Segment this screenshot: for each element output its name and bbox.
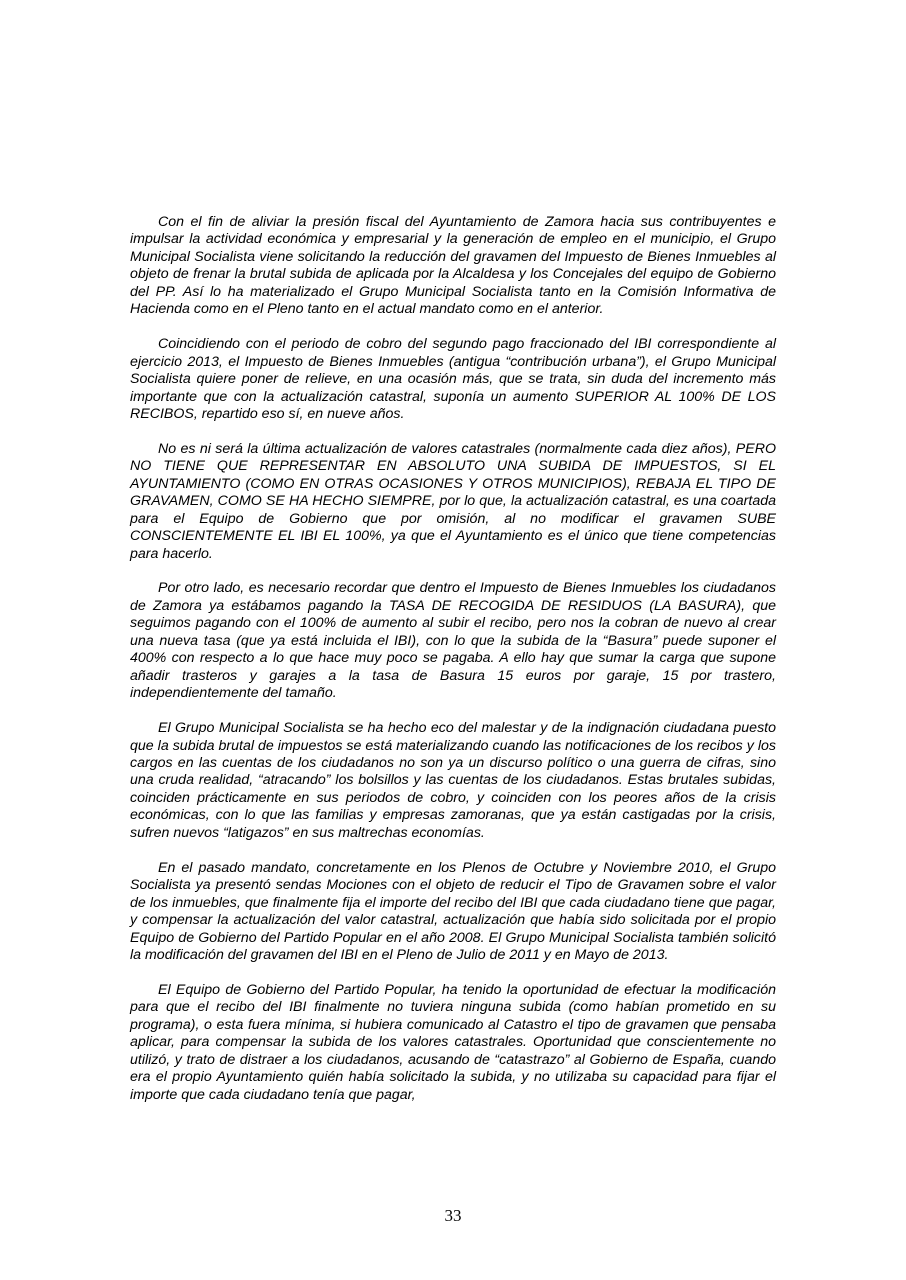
paragraph-2: Coincidiendo con el periodo de cobro del segundo pago fraccionado del IBI correspondiente al ejercicio 2013, el Impuesto de Bienes Inmuebles (antigua “contribución urbana”), el Grupo Municipal Socialista quiere poner de relieve, en una ocasión más, que se trata, sin duda del incremento más importante que con la actualización catastral, suponía un aumento SUPERIOR AL 100% DE LOS RECIBOS, repartido eso sí, en nueve años. — [130, 336, 776, 422]
paragraph-6: En el pasado mandato, concretamente en los Plenos de Octubre y Noviembre 2010, el Grupo Socialista ya presentó sendas Mociones con el objeto de reducir el Tipo de Gravamen sobre el valor de los inmuebles, que finalmente fija el importe del recibo del IBI que cada ciudadano tiene que pagar, y compensar la actualización del valor catastral, actualización que había sido solicitada por el propio Equipo de Gobierno del Partido Popular en el año 2008. El Grupo Municipal Socialista también solicitó la modificación del gravamen del IBI en el Pleno de Julio de 2011 y en Mayo de 2013. — [130, 859, 776, 963]
paragraph-5: El Grupo Municipal Socialista se ha hecho eco del malestar y de la indignación ciudadana puesto que la subida brutal de impuestos se está materializando cuando las notificaciones de los recibos y los cargos en las cuentas de los ciudadanos no son ya un discurso político o una guerra de cifras, sino una cruda realidad, “atracando” los bolsillos y las cuentas de los ciudadanos. Estas brutales subidas, coinciden prácticamente en sus periodos de cobro, y coinciden con los peores años de la crisis económicas, con lo que las familias y empresas zamoranas, que ya están castigadas por la crisis, sufren nuevos “latigazos” en sus maltrechas economías. — [130, 720, 776, 841]
body-text — [130, 214, 776, 1121]
paragraph-3: No es ni será la última actualización de valores catastrales (normalmente cada diez años), PERO NO TIENE QUE REPRESENTAR EN ABSOLUTO UNA SUBIDA DE IMPUESTOS, SI EL AYUNTAMIENTO (COMO EN OTRAS OCASIONES Y OTROS MUNICIPIOS), REBAJA EL TIPO DE GRAVAMEN, COMO SE HA HECHO SIEMPRE, por lo que, la actualización catastral, es una coartada para el Equipo de Gobierno que por omisión, al no modificar el gravamen SUBE CONSCIENTEMENTE EL IBI EL 100%, ya que el Ayuntamiento es el único que tiene competencias para hacerlo. — [130, 440, 776, 562]
paragraph-1: Con el fin de aliviar la presión fiscal del Ayuntamiento de Zamora hacia sus contribuyentes e impulsar la actividad económica y empresarial y la generación de empleo en el municipio, el Grupo Municipal Socialista viene solicitando la reducción del gravamen del Impuesto de Bienes Inmuebles al objeto de frenar la brutal subida de aplicada por la Alcaldesa y los Concejales del equipo de Gobierno del PP. Así lo ha materializado el Grupo Municipal Socialista tanto en la Comisión Informativa de Hacienda como en el Pleno tanto en el actual mandato como en el anterior. — [130, 214, 776, 318]
paragraph-7: El Equipo de Gobierno del Partido Popular, ha tenido la oportunidad de efectuar la modificación para que el recibo del IBI finalmente no tuviera ninguna subida (como habían prometido en su programa), o esta fuera mínima, si hubiera comunicado al Catastro el tipo de gravamen que pensaba aplicar, para compensar la subida de los valores catastrales. Oportunidad que conscientemente no utilizó, y trato de distraer a los ciudadanos, acusando de “catastrazo” al Gobierno de España, cuando era el propio Ayuntamiento quién había solicitado la subida, y no utilizaba su capacidad para fijar el importe que cada ciudadano tenía que pagar, — [130, 981, 776, 1103]
page-number: 33 — [444, 1206, 462, 1225]
paragraph-4: Por otro lado, es necesario recordar que dentro el Impuesto de Bienes Inmuebles los ciudadanos de Zamora ya estábamos pagando la TASA DE RECOGIDA DE RESIDUOS (LA BASURA), que seguimos pagando con el 100% de aumento al subir el recibo, pero nos la cobran de nuevo al crear una nueva tasa (que ya está incluida el IBI), con lo que la subida de la “Basura” puede suponer el 400% con respecto a lo que hace muy poco se pagaba. A ello hay que sumar la carga que supone añadir trasteros y garajes a la tasa de Basura 15 euros por garaje, 15 por trastero, independientemente del tamaño. — [130, 580, 776, 702]
